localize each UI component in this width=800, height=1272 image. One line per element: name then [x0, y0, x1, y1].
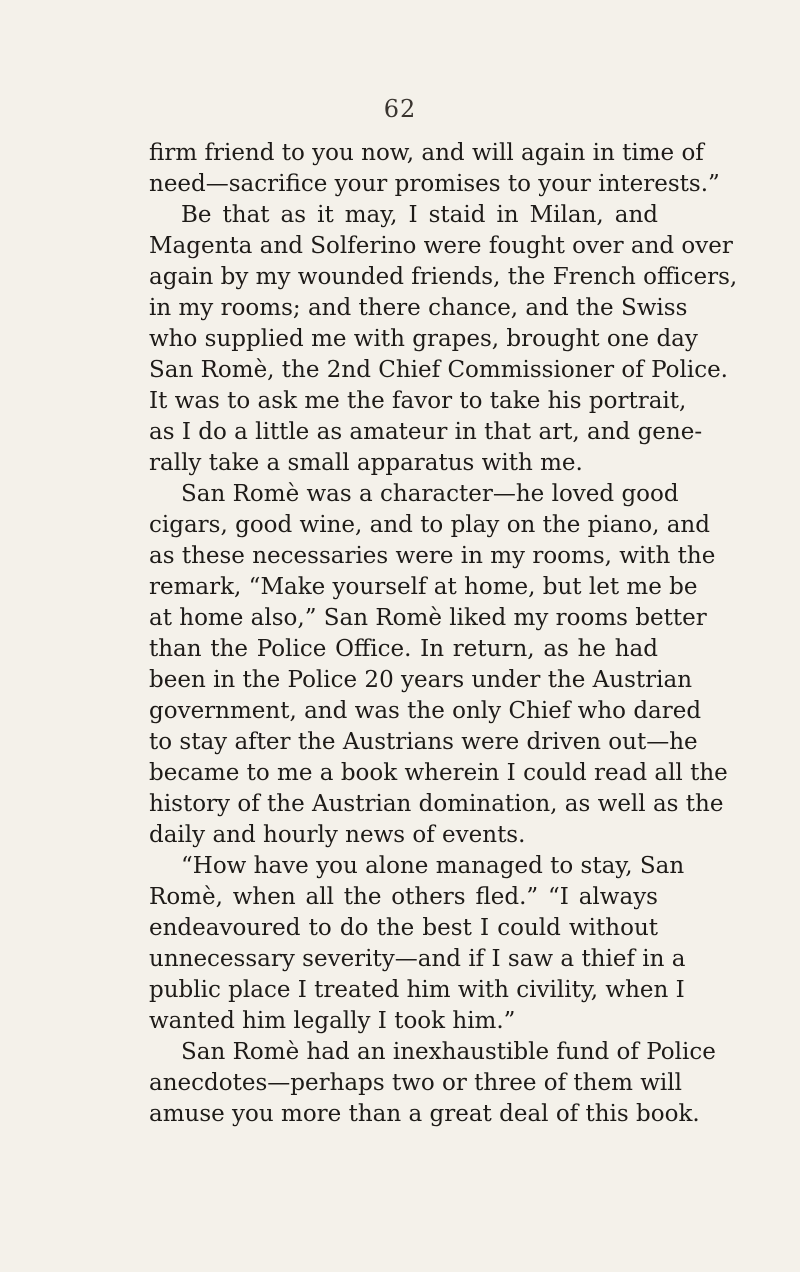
text-line: San Romè, the 2nd Chief Commissioner of Police.	[149, 357, 728, 383]
text-line: to stay after the Austrians were driven out—he	[149, 729, 698, 755]
text-line: at home also,” San Romè liked my rooms better	[149, 605, 707, 631]
text-line: Magenta and Solferino were fought over and over	[149, 233, 733, 259]
paragraph	[149, 200, 738, 479]
text-line: Be that as it may, I staid in Milan, and	[181, 202, 658, 228]
paragraph	[149, 1037, 716, 1130]
paragraph	[149, 851, 686, 1037]
text-line: San Romè was a character—he loved good	[181, 481, 679, 507]
text-line: became to me a book wherein I could read all the	[149, 760, 728, 786]
text-line: cigars, good wine, and to play on the piano, and	[149, 512, 710, 538]
text-line: rally take a small apparatus with me.	[149, 450, 583, 476]
text-line: as these necessaries were in my rooms, with the	[149, 543, 716, 569]
body-text	[149, 138, 738, 1130]
text-line: endeavoured to do the best I could without	[149, 915, 658, 941]
text-line: remark, “Make yourself at home, but let me be	[149, 574, 698, 600]
text-line: public place I treated him with civility, when I	[149, 977, 685, 1003]
text-line: amuse you more than a great deal of this book.	[149, 1101, 700, 1127]
text-line: need—sacrifice your promises to your interests.”	[149, 171, 720, 197]
text-line: firm friend to you now, and will again in time of	[149, 140, 704, 166]
text-line: Romè, when all the others fled.” “I always	[149, 884, 658, 910]
text-line: daily and hourly news of events.	[149, 822, 526, 848]
page-number: 62	[383, 95, 417, 123]
text-line: It was to ask me the favor to take his portrait,	[149, 388, 687, 414]
text-line: history of the Austrian domination, as well as the	[149, 791, 724, 817]
text-line: been in the Police 20 years under the Austrian	[149, 667, 693, 693]
text-line: “How have you alone managed to stay, San	[181, 853, 685, 879]
text-line: in my rooms; and there chance, and the Swiss	[149, 295, 688, 321]
text-line: as I do a little as amateur in that art, and gene-	[149, 419, 703, 445]
text-line: who supplied me with grapes, brought one day	[149, 326, 698, 352]
text-line: anecdotes—perhaps two or three of them will	[149, 1070, 682, 1096]
text-line: San Romè had an inexhaustible fund of Police	[181, 1039, 716, 1065]
text-line: than the Police Office. In return, as he had	[149, 636, 658, 662]
paragraph	[149, 479, 728, 851]
text-line: again by my wounded friends, the French officers,	[149, 264, 738, 290]
text-line: government, and was the only Chief who dared	[149, 698, 702, 724]
text-line: wanted him legally I took him.”	[149, 1008, 516, 1034]
paragraph	[149, 138, 720, 200]
text-line: unnecessary severity—and if I saw a thief in a	[149, 946, 686, 972]
